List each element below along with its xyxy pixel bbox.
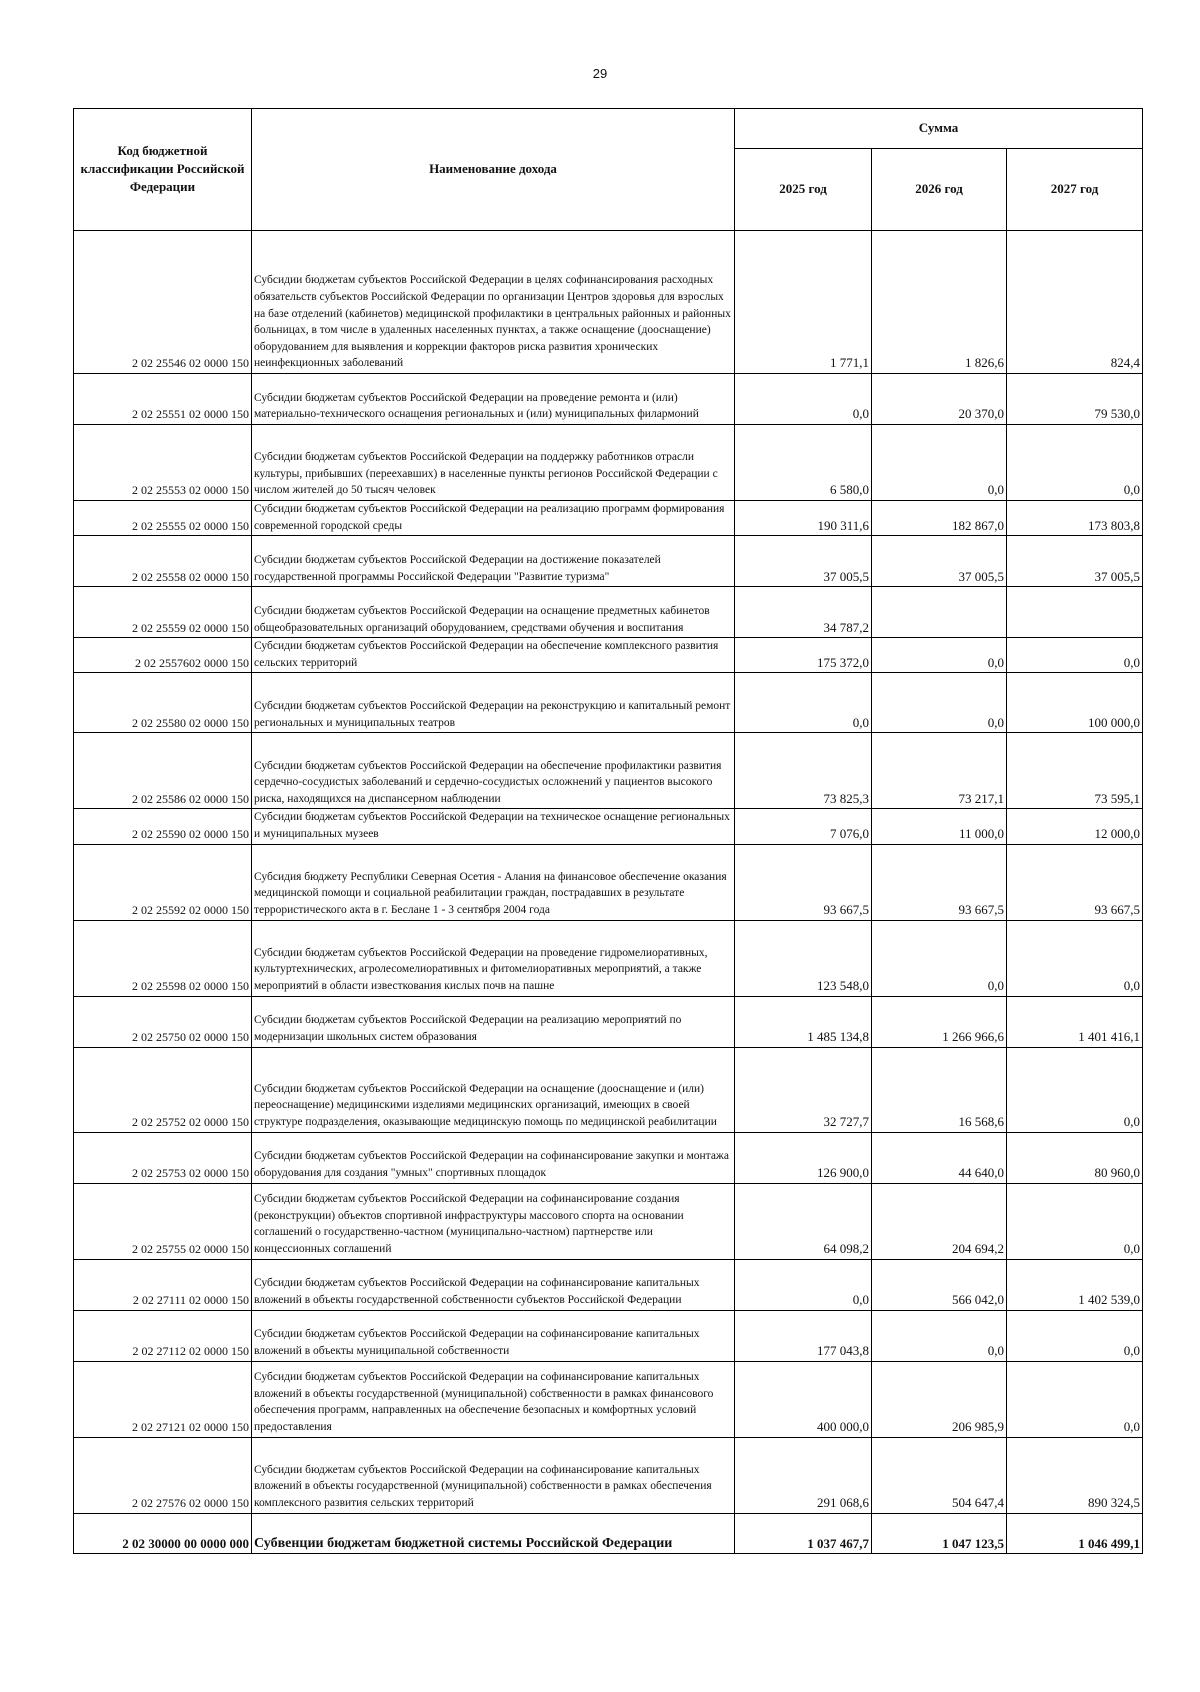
income-name: Субсидия бюджету Республики Северная Осетия - Алания на финансовое обеспечение оказания медицинской помощи и социальной реабилитации граждан, пострадавших в результате террористического акта в г. Беслане 1 - 3 сентября 2004 года xyxy=(252,844,735,920)
amount-2025: 190 311,6 xyxy=(735,501,872,536)
amount-2027: 0,0 xyxy=(1007,1310,1143,1361)
amount-2027: 73 595,1 xyxy=(1007,733,1143,809)
amount-2026: 1 826,6 xyxy=(872,231,1007,374)
amount-2027: 173 803,8 xyxy=(1007,501,1143,536)
income-name: Субсидии бюджетам субъектов Российской Федерации на оснащение предметных кабинетов общеобразовательных организаций оборудованием, средствами обучения и воспитания xyxy=(252,587,735,638)
table-row xyxy=(74,1259,1143,1310)
amount-2025: 34 787,2 xyxy=(735,587,872,638)
amount-2025: 175 372,0 xyxy=(735,638,872,673)
amount-2025: 177 043,8 xyxy=(735,1310,872,1361)
budget-code: 2 02 25546 02 0000 150 xyxy=(74,231,252,374)
table-row xyxy=(74,809,1143,844)
table-row xyxy=(74,587,1143,638)
table-row xyxy=(74,1183,1143,1259)
budget-code: 2 02 27576 02 0000 150 xyxy=(74,1437,252,1513)
budget-code: 2 02 25590 02 0000 150 xyxy=(74,809,252,844)
amount-2027: 0,0 xyxy=(1007,1183,1143,1259)
table-row xyxy=(74,501,1143,536)
table-header xyxy=(74,109,1143,231)
table-row xyxy=(74,673,1143,733)
revenue-table xyxy=(73,108,1143,1554)
budget-code: 2 02 25592 02 0000 150 xyxy=(74,844,252,920)
income-name: Субсидии бюджетам субъектов Российской Федерации на проведение ремонта и (или) материально-технического оснащения региональных и (или) муниципальных филармоний xyxy=(252,374,735,425)
income-name: Субсидии бюджетам субъектов Российской Федерации на обеспечение профилактики развития сердечно-сосудистых заболеваний и сердечно-сосудистых осложнений у пациентов высокого риска, находящихся на диспансерном наблюдении xyxy=(252,733,735,809)
amount-2027: 890 324,5 xyxy=(1007,1437,1143,1513)
header-code: Код бюджетной классификации Российской Федерации xyxy=(74,109,252,231)
amount-2027: 1 402 539,0 xyxy=(1007,1259,1143,1310)
budget-code: 2 02 25551 02 0000 150 xyxy=(74,374,252,425)
amount-2027: 79 530,0 xyxy=(1007,374,1143,425)
amount-2027: 0,0 xyxy=(1007,1047,1143,1132)
amount-2026: 73 217,1 xyxy=(872,733,1007,809)
amount-2026: 0,0 xyxy=(872,425,1007,501)
amount-2025: 93 667,5 xyxy=(735,844,872,920)
amount-2026: 182 867,0 xyxy=(872,501,1007,536)
header-name: Наименование дохода xyxy=(252,109,735,231)
total-code: 2 02 30000 00 0000 000 xyxy=(74,1513,252,1553)
amount-2027: 100 000,0 xyxy=(1007,673,1143,733)
amount-2025: 0,0 xyxy=(735,374,872,425)
budget-code: 2 02 25598 02 0000 150 xyxy=(74,920,252,996)
budget-code: 2 02 25753 02 0000 150 xyxy=(74,1132,252,1183)
income-name: Субсидии бюджетам субъектов Российской Федерации на проведение гидромелиоративных, культуртехнических, агролесомелиоративных и фитомелиоративных мероприятий, а также мероприятий в области известкования кислых почв на пашне xyxy=(252,920,735,996)
income-name: Субсидии бюджетам субъектов Российской Федерации на софинансирование капитальных вложений в объекты государственной (муниципальной) собственности в рамках обеспечения комплексного развития сельских территорий xyxy=(252,1437,735,1513)
table-body xyxy=(74,231,1143,1554)
amount-2027: 80 960,0 xyxy=(1007,1132,1143,1183)
table-row xyxy=(74,1361,1143,1437)
budget-code: 2 02 25580 02 0000 150 xyxy=(74,673,252,733)
total-row xyxy=(74,1513,1143,1553)
amount-2025: 6 580,0 xyxy=(735,425,872,501)
income-name: Субсидии бюджетам субъектов Российской Федерации на реконструкцию и капитальный ремонт региональных и муниципальных театров xyxy=(252,673,735,733)
amount-2025: 291 068,6 xyxy=(735,1437,872,1513)
table-row xyxy=(74,844,1143,920)
amount-2025: 123 548,0 xyxy=(735,920,872,996)
budget-code: 2 02 25750 02 0000 150 xyxy=(74,996,252,1047)
amount-2026: 0,0 xyxy=(872,673,1007,733)
budget-code: 2 02 25755 02 0000 150 xyxy=(74,1183,252,1259)
amount-2027: 93 667,5 xyxy=(1007,844,1143,920)
header-sum: Сумма xyxy=(735,109,1143,149)
amount-2025: 1 771,1 xyxy=(735,231,872,374)
income-name: Субсидии бюджетам субъектов Российской Федерации на софинансирование капитальных вложений в объекты государственной (муниципальной) собственности в рамках финансового обеспечения программ, направленных на обеспечение безопасных и комфортных условий предоставления xyxy=(252,1361,735,1437)
amount-2027: 12 000,0 xyxy=(1007,809,1143,844)
header-year-2025: 2025 год xyxy=(735,149,872,231)
budget-code: 2 02 2557602 0000 150 xyxy=(74,638,252,673)
budget-code: 2 02 27121 02 0000 150 xyxy=(74,1361,252,1437)
income-name: Субсидии бюджетам субъектов Российской Федерации на софинансирование капитальных вложений в объекты муниципальной собственности xyxy=(252,1310,735,1361)
budget-code: 2 02 25559 02 0000 150 xyxy=(74,587,252,638)
table-row xyxy=(74,536,1143,587)
header-year-2027: 2027 год xyxy=(1007,149,1143,231)
amount-2027: 37 005,5 xyxy=(1007,536,1143,587)
amount-2026: 566 042,0 xyxy=(872,1259,1007,1310)
budget-code: 2 02 27111 02 0000 150 xyxy=(74,1259,252,1310)
income-name: Субсидии бюджетам субъектов Российской Федерации на обеспечение комплексного развития сельских территорий xyxy=(252,638,735,673)
amount-2027: 0,0 xyxy=(1007,638,1143,673)
income-name: Субсидии бюджетам субъектов Российской Федерации в целях софинансирования расходных обязательств субъектов Российской Федерации по организации Центров здоровья для взрослых на базе отделений (кабинетов) медицинской профилактики в центральных районных и районных больницах, в том числе в удаленных населенных пунктах, а также оснащение (дооснащение) оборудованием для выявления и коррекции факторов риска развития хронических неинфекционных заболеваний xyxy=(252,231,735,374)
amount-2025: 0,0 xyxy=(735,673,872,733)
table-row xyxy=(74,231,1143,374)
table-row xyxy=(74,996,1143,1047)
income-name: Субсидии бюджетам субъектов Российской Федерации на реализацию программ формирования современной городской среды xyxy=(252,501,735,536)
total-2025: 1 037 467,7 xyxy=(735,1513,872,1553)
amount-2025: 73 825,3 xyxy=(735,733,872,809)
amount-2025: 400 000,0 xyxy=(735,1361,872,1437)
amount-2027: 0,0 xyxy=(1007,425,1143,501)
amount-2025: 7 076,0 xyxy=(735,809,872,844)
total-2027: 1 046 499,1 xyxy=(1007,1513,1143,1553)
amount-2027: 1 401 416,1 xyxy=(1007,996,1143,1047)
amount-2026: 0,0 xyxy=(872,638,1007,673)
amount-2026: 204 694,2 xyxy=(872,1183,1007,1259)
amount-2025: 37 005,5 xyxy=(735,536,872,587)
amount-2026: 93 667,5 xyxy=(872,844,1007,920)
amount-2025: 0,0 xyxy=(735,1259,872,1310)
income-name: Субсидии бюджетам субъектов Российской Федерации на софинансирование капитальных вложений в объекты государственной собственности субъектов Российской Федерации xyxy=(252,1259,735,1310)
budget-code: 2 02 25553 02 0000 150 xyxy=(74,425,252,501)
table-row xyxy=(74,638,1143,673)
total-2026: 1 047 123,5 xyxy=(872,1513,1007,1553)
table-row xyxy=(74,733,1143,809)
budget-code: 2 02 25555 02 0000 150 xyxy=(74,501,252,536)
table-row xyxy=(74,1132,1143,1183)
header-year-2026: 2026 год xyxy=(872,149,1007,231)
amount-2026 xyxy=(872,587,1007,638)
total-name: Субвенции бюджетам бюджетной системы Российской Федерации xyxy=(252,1513,735,1553)
amount-2026: 37 005,5 xyxy=(872,536,1007,587)
income-name: Субсидии бюджетам субъектов Российской Федерации на софинансирование создания (реконструкции) объектов спортивной инфраструктуры массового спорта на основании соглашений о государственно-частном (муниципально-частном) партнерстве или концессионных соглашений xyxy=(252,1183,735,1259)
amount-2025: 32 727,7 xyxy=(735,1047,872,1132)
amount-2027: 824,4 xyxy=(1007,231,1143,374)
amount-2026: 206 985,9 xyxy=(872,1361,1007,1437)
amount-2027 xyxy=(1007,587,1143,638)
budget-code: 2 02 27112 02 0000 150 xyxy=(74,1310,252,1361)
income-name: Субсидии бюджетам субъектов Российской Федерации на поддержку работников отрасли культуры, прибывших (переехавших) в населенные пункты регионов Российской Федерации с числом жителей до 50 тысяч человек xyxy=(252,425,735,501)
amount-2027: 0,0 xyxy=(1007,1361,1143,1437)
table-row xyxy=(74,1437,1143,1513)
income-name: Субсидии бюджетам субъектов Российской Федерации на оснащение (дооснащение и (или) переоснащение) медицинскими изделиями медицинских организаций, имеющих в своей структуре подразделения, оказывающие медицинскую помощь по медицинской реабилитации xyxy=(252,1047,735,1132)
income-name: Субсидии бюджетам субъектов Российской Федерации на реализацию мероприятий по модернизации школьных систем образования xyxy=(252,996,735,1047)
income-name: Субсидии бюджетам субъектов Российской Федерации на техническое оснащение региональных и муниципальных музеев xyxy=(252,809,735,844)
income-name: Субсидии бюджетам субъектов Российской Федерации на достижение показателей государственной программы Российской Федерации "Развитие туризма" xyxy=(252,536,735,587)
amount-2026: 1 266 966,6 xyxy=(872,996,1007,1047)
budget-code: 2 02 25558 02 0000 150 xyxy=(74,536,252,587)
amount-2027: 0,0 xyxy=(1007,920,1143,996)
income-name: Субсидии бюджетам субъектов Российской Федерации на софинансирование закупки и монтажа оборудования для создания "умных" спортивных площадок xyxy=(252,1132,735,1183)
amount-2026: 11 000,0 xyxy=(872,809,1007,844)
amount-2026: 20 370,0 xyxy=(872,374,1007,425)
amount-2025: 126 900,0 xyxy=(735,1132,872,1183)
table-row xyxy=(74,374,1143,425)
amount-2026: 16 568,6 xyxy=(872,1047,1007,1132)
budget-code: 2 02 25586 02 0000 150 xyxy=(74,733,252,809)
budget-code: 2 02 25752 02 0000 150 xyxy=(74,1047,252,1132)
table-row xyxy=(74,1310,1143,1361)
table-row xyxy=(74,1047,1143,1132)
amount-2026: 0,0 xyxy=(872,1310,1007,1361)
amount-2025: 1 485 134,8 xyxy=(735,996,872,1047)
amount-2026: 44 640,0 xyxy=(872,1132,1007,1183)
table-row xyxy=(74,920,1143,996)
page-number: 29 xyxy=(592,66,608,81)
amount-2026: 0,0 xyxy=(872,920,1007,996)
table-row xyxy=(74,425,1143,501)
amount-2025: 64 098,2 xyxy=(735,1183,872,1259)
amount-2026: 504 647,4 xyxy=(872,1437,1007,1513)
